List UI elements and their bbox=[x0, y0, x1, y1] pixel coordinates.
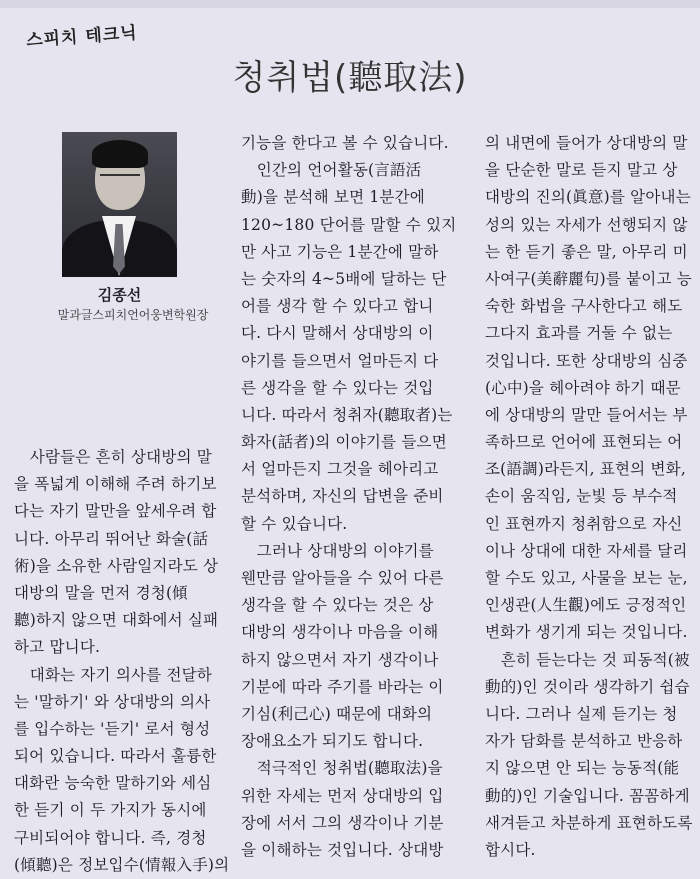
text-line: 기능을 한다고 볼 수 있습니다. bbox=[241, 134, 449, 152]
text-line: 을 단순한 말로 듣지 말고 상 bbox=[485, 161, 678, 180]
text-line: 니다. 그러나 실제 듣기는 청 bbox=[485, 704, 678, 723]
text-line: (傾聽)은 정보입수(情報入手)의 bbox=[14, 855, 230, 874]
section-label: 스피치 테크닉 bbox=[25, 23, 139, 51]
text-line: 적극적인 청취법(聽取法)을 bbox=[241, 759, 443, 778]
text-line: 변화가 생기게 되는 것입니다. bbox=[485, 623, 688, 642]
text-line: 대화란 능숙한 말하기와 세심 bbox=[14, 774, 212, 793]
text-line: 는 '말하기' 와 상대방의 의사 bbox=[14, 692, 211, 711]
text-line: 하지 않으면서 자기 생각이나 bbox=[241, 650, 439, 669]
text-line: 에 상대방의 말만 들어서는 부 bbox=[485, 405, 688, 424]
text-line: 만 사고 기능은 1분간에 말하 bbox=[241, 242, 439, 261]
text-line: 대화는 자기 의사를 전달하 bbox=[14, 665, 212, 684]
article-title: 청취법(聽取法) bbox=[232, 58, 468, 98]
text-line: 니다. 따라서 청취자(聽取者)는 bbox=[241, 405, 453, 424]
text-line: 대방의 생각이나 마음을 이해 bbox=[241, 623, 439, 642]
text-line: 지 않으면 안 되는 능동적(能 bbox=[485, 759, 680, 778]
text-line: 자가 담화를 분석하고 반응하 bbox=[485, 732, 683, 751]
text-line: 動的)인 것이라 생각하기 쉽습 bbox=[485, 677, 690, 696]
top-edge-strip bbox=[0, 0, 700, 8]
text-line: 숙한 화법을 구사한다고 해도 bbox=[485, 297, 683, 316]
text-line: 그러나 상대방의 이야기를 bbox=[241, 541, 434, 560]
text-line: 족하므로 언어에 표현되는 어 bbox=[485, 433, 683, 452]
text-line: 를 입수하는 '듣기' 로서 형성 bbox=[14, 719, 211, 738]
text-line: 조(語調)라든지, 표현의 변화, bbox=[485, 460, 686, 479]
text-line: 야기를 들으면서 얼마든지 다 bbox=[241, 351, 439, 370]
text-line: 하고 맙니다. bbox=[14, 638, 101, 657]
text-line: 다는 자기 말만을 앞세우려 합 bbox=[14, 502, 217, 521]
text-line: 한 듣기 이 두 가지가 동시에 bbox=[14, 801, 207, 820]
article-column-2 bbox=[241, 130, 463, 864]
text-line: 할 수도 있고, 사물을 보는 눈, bbox=[485, 569, 688, 587]
text-line: 니다. 아무리 뛰어난 화술(話 bbox=[14, 529, 209, 548]
text-line: 생각을 할 수 있다는 것은 상 bbox=[241, 596, 434, 615]
text-line: 것입니다. 또한 상대방의 심중 bbox=[485, 351, 688, 370]
text-line: 인 표현까지 청취함으로 자신 bbox=[485, 514, 683, 533]
text-line: 聽)하지 않으면 대화에서 실패 bbox=[14, 611, 219, 630]
text-line: 대방의 진의(眞意)를 알아내는 bbox=[485, 188, 691, 207]
text-line: 흔히 듣는다는 것 피동적(被 bbox=[485, 650, 690, 669]
text-line: 웬만큼 알아들을 수 있어 다른 bbox=[241, 569, 444, 587]
text-line: 장에 서서 그의 생각이나 기분 bbox=[241, 813, 444, 832]
text-line: 인생관(人生觀)에도 긍정적인 bbox=[485, 596, 687, 615]
text-line: 화자(話者)의 이야기를 들으면 bbox=[241, 433, 447, 452]
text-line: 어를 생각 할 수 있다고 합니 bbox=[241, 297, 434, 316]
text-line: 위한 자세는 먼저 상대방의 입 bbox=[241, 786, 444, 805]
article-column-1 bbox=[14, 444, 230, 879]
text-line: 기분에 따라 주기를 바라는 이 bbox=[241, 677, 444, 696]
text-line: 른 생각을 할 수 있다는 것입 bbox=[241, 378, 434, 397]
text-line: 서 얼마든지 그것을 헤아리고 bbox=[241, 460, 439, 479]
text-line: 대방의 말을 먼저 경청(傾 bbox=[14, 583, 188, 602]
text-line: 120~180 단어를 말할 수 있지 bbox=[241, 215, 457, 234]
text-line: 장애요소가 되기도 합니다. bbox=[241, 732, 424, 751]
text-line: 을 폭넓게 이해해 주려 하기보 bbox=[14, 475, 217, 494]
text-line: 動)을 분석해 보면 1분간에 bbox=[241, 188, 425, 207]
text-line: (心中)을 헤아려야 하기 때문 bbox=[485, 378, 681, 397]
text-line: 기심(利己心) 때문에 대화의 bbox=[241, 704, 433, 723]
author-title: 말과글스피치언어웅변학원장 bbox=[57, 308, 209, 322]
text-line: 합시다. bbox=[485, 840, 536, 859]
text-line: 다. 다시 말해서 상대방의 이 bbox=[241, 324, 434, 343]
text-line: 구비되어야 합니다. 즉, 경청 bbox=[14, 828, 207, 847]
text-line: 성의 있는 자세가 선행되지 않 bbox=[485, 215, 688, 234]
text-line: 을 이해하는 것입니다. 상대방 bbox=[241, 840, 444, 859]
text-line: 術)을 소유한 사람일지라도 상 bbox=[14, 556, 219, 575]
text-line: 분석하며, 자신의 답변을 준비 bbox=[241, 487, 444, 506]
text-line: 되어 있습니다. 따라서 훌륭한 bbox=[14, 747, 217, 766]
text-line: 새겨듣고 차분하게 표현하도록 bbox=[485, 813, 693, 832]
article-column-3 bbox=[485, 130, 699, 864]
author-name: 김종선 bbox=[97, 286, 142, 304]
text-line: 사여구(美辭麗句)를 붙이고 능 bbox=[485, 269, 692, 288]
text-line: 그다지 효과를 거둘 수 없는 bbox=[485, 324, 673, 343]
text-line: 의 내면에 들어가 상대방의 말 bbox=[485, 134, 688, 152]
author-photo bbox=[62, 132, 177, 277]
text-line: 는 한 듣기 좋은 말, 아무리 미 bbox=[485, 242, 688, 261]
text-line: 손이 움직임, 눈빛 등 부수적 bbox=[485, 487, 678, 506]
text-line: 動的)인 기술입니다. 꼼꼼하게 bbox=[485, 786, 690, 805]
text-line: 이나 상대에 대한 자세를 달리 bbox=[485, 541, 688, 560]
text-line: 는 숫자의 4~5배에 달하는 단 bbox=[241, 269, 447, 288]
text-line: 사람들은 흔히 상대방의 말 bbox=[14, 448, 212, 466]
text-line: 인간의 언어활동(言語活 bbox=[241, 161, 422, 180]
text-line: 할 수 있습니다. bbox=[241, 514, 348, 533]
